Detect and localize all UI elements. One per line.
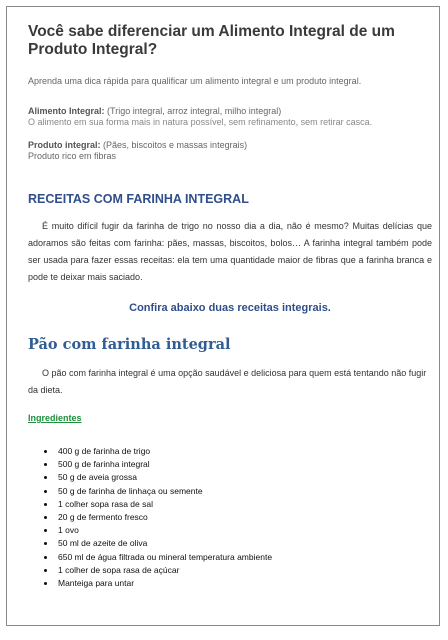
ingredients-list: [28, 445, 432, 590]
definition-description: O alimento em sua forma mais in natura possível, sem refinamento, sem retirar casca.: [28, 117, 373, 127]
document-page: [6, 6, 440, 626]
list-item: • Manteiga para untar: [56, 577, 432, 590]
page-title: Você sabe diferenciar um Alimento Integral de um Produto Integral?: [28, 23, 395, 58]
list-item: • 50 g de aveia grossa: [56, 471, 432, 484]
list-item: • 1 ovo: [56, 524, 432, 537]
definition-examples: (Trigo integral, arroz integral, milho integral): [107, 106, 282, 116]
ingredients-heading: Ingredientes: [28, 413, 82, 424]
recipes-callout: Confira abaixo duas receitas integrais.: [129, 302, 331, 314]
recipes-paragraph: É muito difícil fugir da farinha de trigo no nosso dia a dia, não é mesmo? Muitas delícias que adoramos são feitas com farinha: pães, massas, biscoitos, bolos… A farinha integral também pode ser usada para fazer essas receitas: ela tem uma quantidade maior de fibras que a farinha branca e pode te deixar mais saciado.: [28, 221, 432, 282]
recipes-heading: RECEITAS COM FARINHA INTEGRAL: [28, 192, 249, 206]
list-item: • 500 g de farinha integral: [56, 458, 432, 471]
definition-examples: (Pães, biscoitos e massas integrais): [103, 140, 248, 150]
list-item: • 20 g de fermento fresco: [56, 511, 432, 524]
list-item: • 1 colher sopa rasa de sal: [56, 498, 432, 511]
definition-produto-integral: [28, 140, 432, 162]
definition-term: Produto integral:: [28, 140, 101, 150]
list-item: • 400 g de farinha de trigo: [56, 445, 432, 458]
recipe-intro: O pão com farinha integral é uma opção saudável e deliciosa para quem está tentando não fugir da dieta.: [28, 368, 427, 396]
list-item: • 650 ml de água filtrada ou mineral temperatura ambiente: [56, 551, 432, 564]
definition-term: Alimento Integral:: [28, 106, 105, 116]
document-content: [28, 23, 432, 590]
page-subtitle: Aprenda uma dica rápida para qualificar um alimento integral e um produto integral.: [28, 76, 362, 86]
definition-description: Produto rico em fibras: [28, 151, 117, 161]
recipe-title: Pão com farinha integral: [28, 336, 231, 353]
list-item: • 50 ml de azeite de oliva: [56, 537, 432, 550]
list-item: • 50 g de farinha de linhaça ou semente: [56, 485, 432, 498]
definition-alimento-integral: [28, 106, 432, 128]
list-item: • 1 colher de sopa rasa de açúcar: [56, 564, 432, 577]
